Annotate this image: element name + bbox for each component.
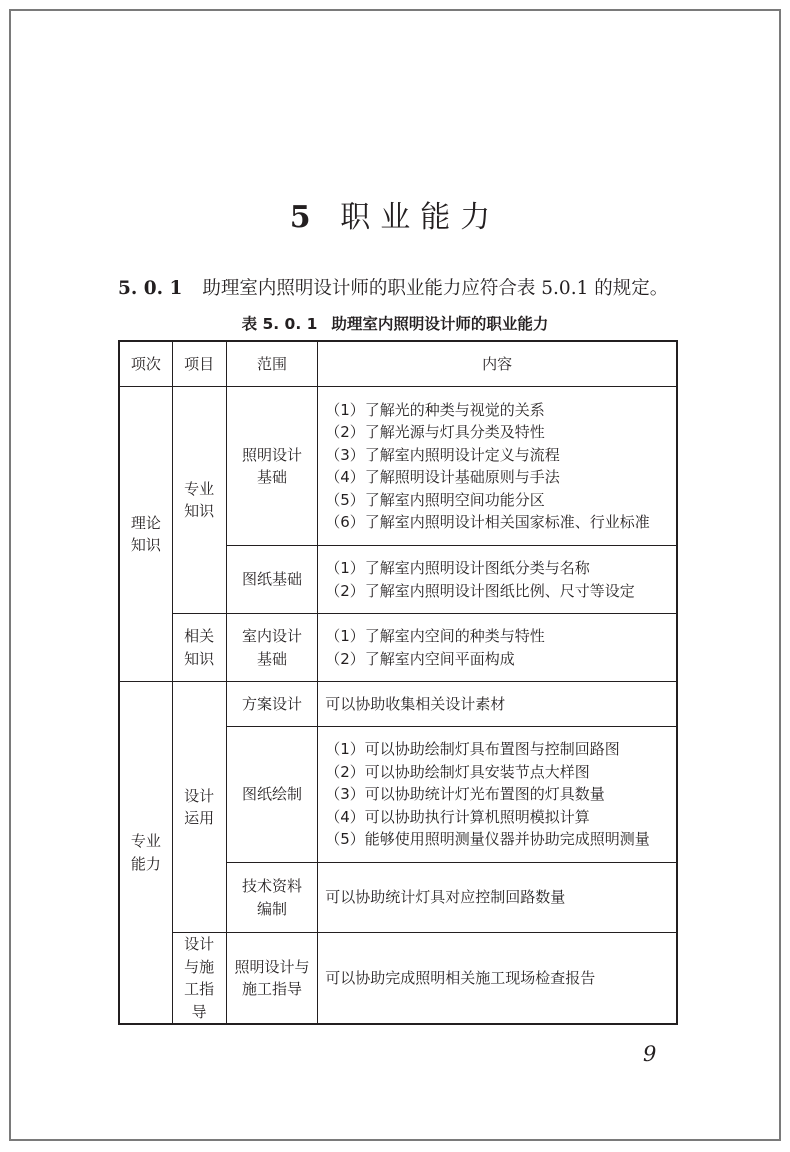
range-cell: 室内设计基础	[226, 614, 318, 682]
header-content: 内容	[318, 341, 677, 387]
range-cell: 图纸绘制	[226, 727, 318, 863]
project-cell: 设计运用	[172, 682, 226, 933]
table-row	[119, 614, 677, 682]
range-cell: 照明设计基础	[226, 387, 318, 546]
header-item: 项次	[119, 341, 172, 387]
clause-paragraph	[118, 274, 668, 300]
chapter-title	[0, 192, 790, 236]
content-cell: （1）了解光的种类与视觉的关系 （2）了解光源与灯具分类及特性 （3）了解室内照明设计定义与流程 （4）了解照明设计基础原则与手法 （5）了解室内照明空间功能分区 （6）了解室内照明设计相关国家标准、行业标准	[318, 387, 677, 546]
content-cell: 可以协助统计灯具对应控制回路数量	[318, 863, 677, 933]
ability-table	[118, 340, 678, 1025]
content-cell: 可以协助完成照明相关施工现场检查报告	[318, 933, 677, 1025]
header-range: 范围	[226, 341, 318, 387]
content-cell: 可以协助收集相关设计素材	[318, 682, 677, 727]
chapter-name: 职业能力	[340, 200, 501, 235]
content-cell: （1）可以协助绘制灯具布置图与控制回路图 （2）可以协助绘制灯具安装节点大样图 （3）可以协助统计灯光布置图的灯具数量 （4）可以协助执行计算机照明模拟计算 （5）能够使用照明测量仪器并协助完成照明测量	[318, 727, 677, 863]
chapter-number: 5	[289, 200, 321, 235]
content-cell: （1）了解室内空间的种类与特性 （2）了解室内空间平面构成	[318, 614, 677, 682]
range-cell: 图纸基础	[226, 546, 318, 614]
project-cell: 设计与施工指导	[172, 933, 226, 1025]
range-cell: 方案设计	[226, 682, 318, 727]
clause-text: 助理室内照明设计师的职业能力应符合表 5.0.1 的规定。	[202, 278, 669, 299]
header-project: 项目	[172, 341, 226, 387]
table-caption-number: 表 5. 0. 1	[241, 315, 318, 333]
project-cell: 专业知识	[172, 387, 226, 614]
table-caption-title: 助理室内照明设计师的职业能力	[331, 315, 549, 333]
content-cell: （1）了解室内照明设计图纸分类与名称 （2）了解室内照明设计图纸比例、尺寸等设定	[318, 546, 677, 614]
item-cell: 理论知识	[119, 387, 172, 682]
range-cell: 照明设计与施工指导	[226, 933, 318, 1025]
range-cell: 技术资料编制	[226, 863, 318, 933]
table-row	[119, 387, 677, 546]
page-number: 9	[643, 1042, 657, 1066]
table-caption	[0, 312, 790, 334]
table-row	[119, 933, 677, 1025]
clause-number: 5. 0. 1	[118, 278, 183, 299]
item-cell: 专业能力	[119, 682, 172, 1025]
project-cell: 相关知识	[172, 614, 226, 682]
table-row	[119, 682, 677, 727]
table-header-row	[119, 341, 677, 387]
